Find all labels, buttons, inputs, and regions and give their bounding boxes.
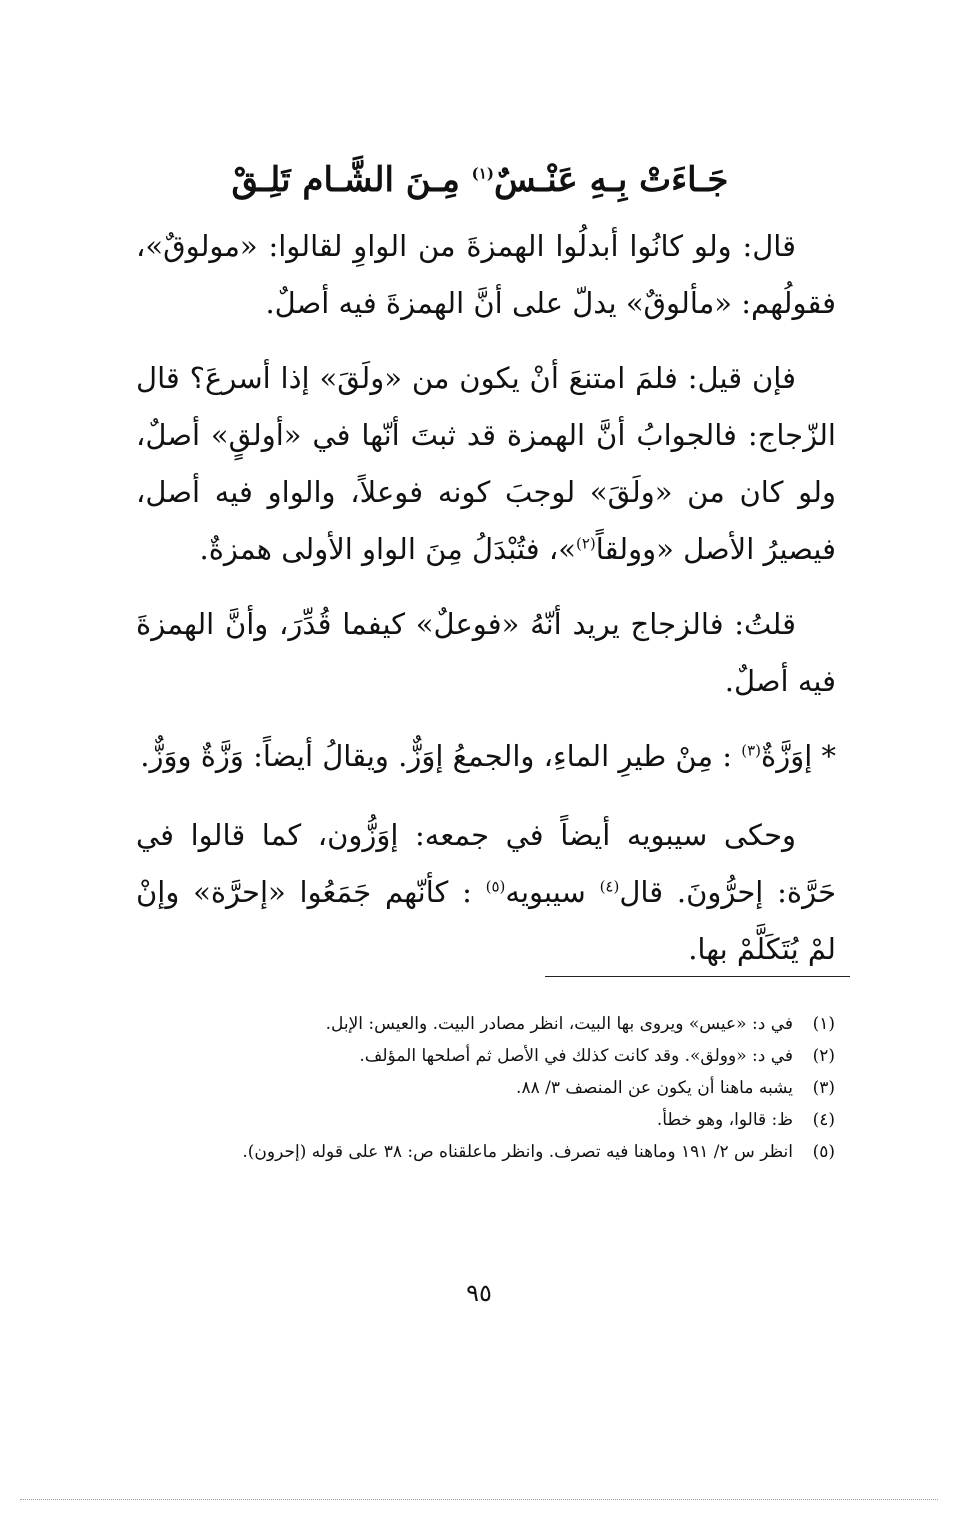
footnotes [140,1008,835,1168]
footnote-4 [140,1104,835,1136]
footnote-3 [140,1072,835,1104]
footnote-text: يشبه ماهنا أن يكون عن المنصف ٣/ ٨٨. [516,1078,793,1098]
paragraph-5-text-c: : كأنّهم جَمَعُوا «إحرَّة» وإنْ لمْ يُتَكَلَّمْ بها. [136,875,836,966]
paragraph-5-text-b: سيبويه [505,875,600,909]
footnote-ref-3[interactable]: (٣) [741,741,762,760]
footnote-1 [140,1008,835,1040]
paragraph-2-text-b: »، فتُبْدَلُ مِنَ الواو الأولى همزةٌ. [199,532,576,566]
footnote-ref-5[interactable]: (٥) [485,877,506,896]
entry-definition: : مِنْ طيرِ الماءِ، والجمعُ إوَزٌّ. ويقالُ أيضاً: وَزَّةٌ ووَزٌّ. [140,739,742,773]
footnote-number: (١) [812,1014,835,1034]
entry-headword: * إوَزَّةٌ [761,739,836,773]
footnote-ref-4[interactable]: (٤) [599,877,620,896]
footnote-number: (٤) [812,1110,835,1130]
footnote-5 [140,1136,835,1168]
paragraph-5 [136,807,836,978]
verse-part-2: مِـنَ الشَّـام تَلِـقْ [231,160,460,200]
footnote-text: ظ: قالوا، وهو خطأ. [656,1110,793,1130]
paragraph-2-text-a: فإن قيل: فلمَ امتنعَ أنْ يكون من «ولَقَ» إذا أسرعَ؟ قال الزّجاج: فالجوابُ أنَّ الهمزة قد ثبتَ أنّها في «أولقٍ» أصلٌ، ولو كان من «ولَقَ» لوجبَ كونه فوعلاً، والواو فيه أصل، فيصيرُ الأصل «وولقاً [136,361,836,566]
footnote-text: في د: «عيس» ويروى بها البيت، انظر مصادر البيت. والعيس: الإبل. [325,1014,793,1034]
paragraph-1-text: قال: ولو كانُوا أبدلُوا الهمزةَ من الواوِ لقالوا: «مولوقٌ»، فقولُهم: «مألوقٌ» يدلّ على أنَّ الهمزةَ فيه أصلٌ. [136,229,836,320]
poetry-verse [150,150,810,210]
footnote-number: (٣) [812,1078,835,1098]
main-text [136,218,836,996]
verse-part-1: جَـاءَتْ بِـهِ عَنْـسٌ [493,160,729,200]
scan-edge-dots [20,1499,938,1500]
paragraph-5-text-a: وحكى سيبويه أيضاً في جمعه: إوَزُّون، كما قالوا في حَرَّة: إحرُّونَ. قال [136,818,836,909]
footnote-2 [140,1040,835,1072]
footnote-divider [545,976,850,977]
footnote-text: في د: «وولق». وقد كانت كذلك في الأصل ثم أصلحها المؤلف. [359,1046,793,1066]
paragraph-1 [136,218,836,332]
footnote-ref-1[interactable]: (١) [471,164,494,183]
footnote-ref-2[interactable]: (٢) [575,534,596,553]
dictionary-entry [136,728,836,785]
footnote-text: انظر س ٢/ ١٩١ وماهنا فيه تصرف. وانظر ماعلقناه ص: ٣٨ على قوله (إحرون). [242,1142,793,1162]
page-number: ٩٥ [466,1279,492,1307]
paragraph-3-text: قلتُ: فالزجاج يريد أنّهُ «فوعلٌ» كيفما قُدِّرَ، وأنَّ الهمزةَ فيه أصلٌ. [136,607,836,698]
paragraph-2 [136,350,836,578]
footnote-number: (٥) [812,1142,835,1162]
paragraph-3 [136,596,836,710]
footnote-number: (٢) [812,1046,835,1066]
